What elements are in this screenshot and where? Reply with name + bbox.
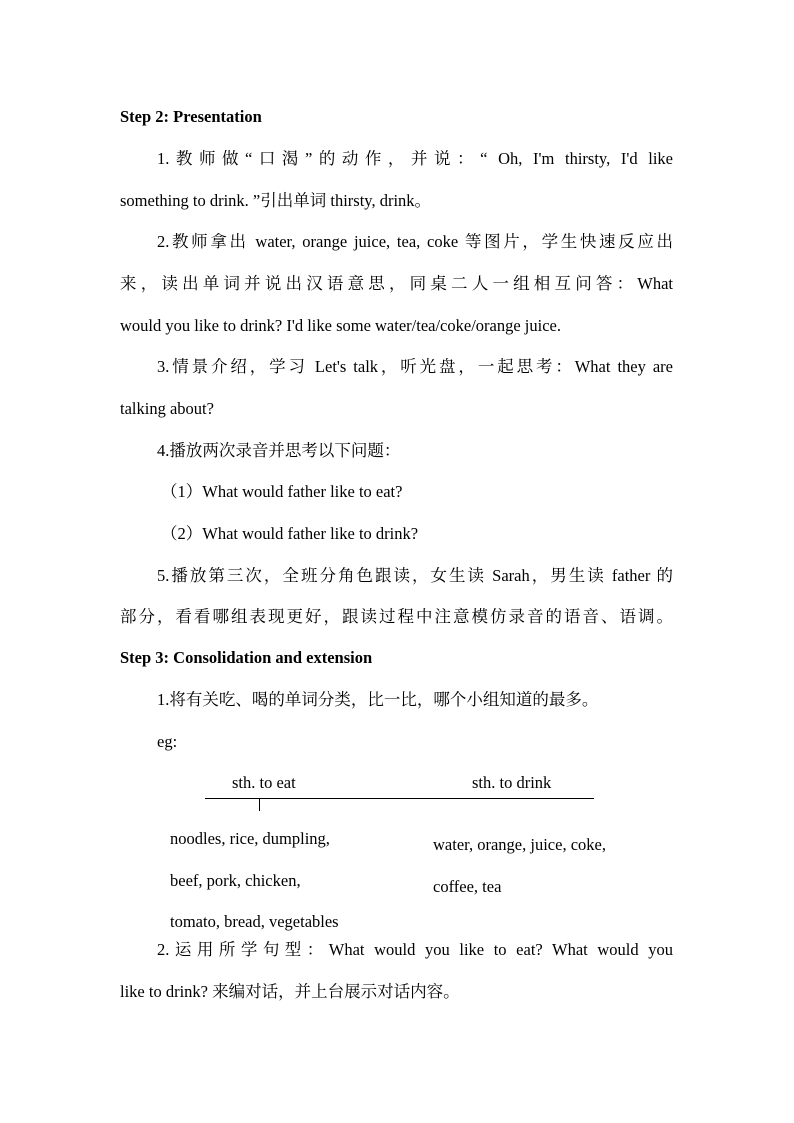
drink-words-line2: coffee, tea: [433, 877, 502, 896]
step2-question-2: （2）What would father like to drink?: [161, 524, 419, 543]
drink-column-header: sth. to drink: [472, 773, 552, 792]
step2-p3-line1: 3.情景介绍，学习 Let's talk，听光盘，一起思考：What they are: [157, 357, 673, 376]
step2-heading: Step 2: Presentation: [120, 107, 262, 126]
eat-column-header: sth. to eat: [232, 773, 296, 792]
drink-words-line1: water, orange, juice, coke,: [433, 835, 606, 854]
step3-heading: Step 3: Consolidation and extension: [120, 648, 373, 667]
step3-p2-line2: like to drink? 来编对话，并上台展示对话内容。: [120, 982, 460, 1001]
step3-p2-line1: 2.运用所学句型：What would you like to eat? What would you: [157, 940, 673, 959]
step2-p1-line1: 1.教师做“口渴”的动作，并说：“ Oh, I'm thirsty, I'd like: [157, 149, 673, 168]
eat-words-line1: noodles, rice, dumpling,: [170, 829, 330, 848]
diagram-tick: [259, 798, 260, 811]
step2-question-1: （1）What would father like to eat?: [161, 482, 403, 501]
eat-words-line3: tomato, bread, vegetables: [170, 912, 339, 931]
eat-words-line2: beef, pork, chicken,: [170, 871, 301, 890]
step2-p2-line2: 来，读出单词并说出汉语意思，同桌二人一组相互问答：What: [120, 274, 673, 293]
diagram-baseline: [205, 798, 594, 799]
step2-p1-line2: something to drink. ”引出单词 thirsty, drink。: [120, 191, 432, 210]
step2-p4-line1: 4.播放两次录音并思考以下问题：: [157, 441, 401, 460]
step2-p5-line1: 5.播放第三次，全班分角色跟读，女生读 Sarah，男生读 father 的: [157, 566, 673, 585]
eg-label: eg:: [157, 732, 178, 751]
step2-p5-line2: 部分，看看哪组表现更好，跟读过程中注意模仿录音的语音、语调。: [120, 607, 673, 626]
step2-p2-line3: would you like to drink? I'd like some water/tea/coke/orange juice.: [120, 316, 561, 335]
step2-p2-line1: 2.教师拿出 water, orange juice, tea, coke 等图片，学生快速反应出: [157, 232, 673, 251]
step3-p1-line1: 1.将有关吃、喝的单词分类，比一比，哪个小组知道的最多。: [157, 690, 599, 709]
step2-p3-line2: talking about?: [120, 399, 214, 418]
